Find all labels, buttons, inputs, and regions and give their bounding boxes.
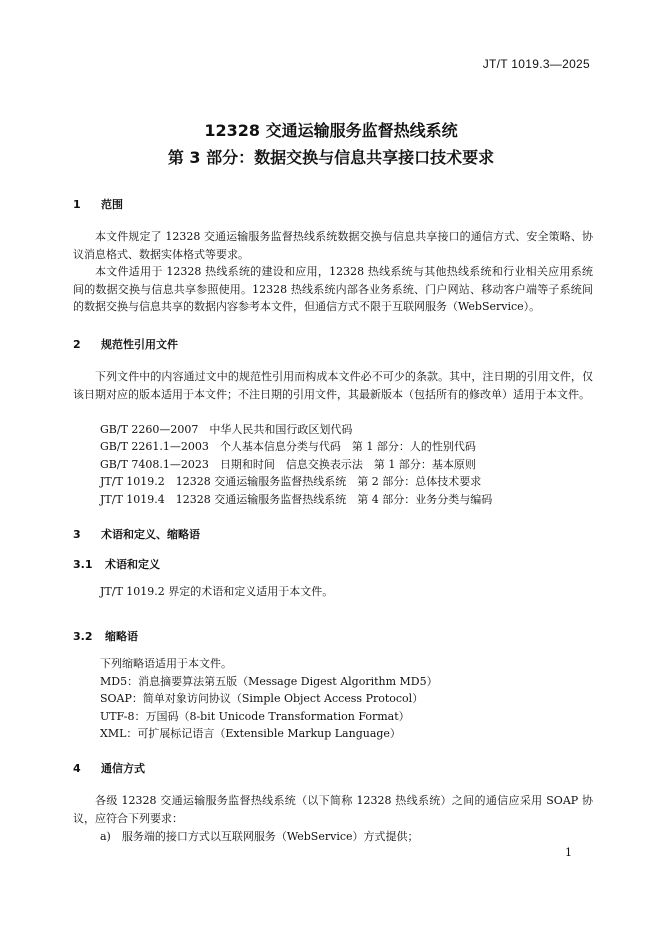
standard-code: JT/T 1019.3—2025	[482, 57, 590, 71]
section-2-heading	[73, 336, 178, 352]
section-3-2-intro: 下列缩略语适用于本文件。	[100, 657, 232, 670]
section-number: 1	[73, 198, 81, 211]
section-1-paragraph-1: 本文件规定了 12328 交通运输服务监督热线系统数据交换与信息共享接口的通信方式、安全策略、协议消息格式、数据实体格式等要求。	[73, 230, 593, 261]
section-3-1-heading	[73, 556, 160, 572]
section-title: 术语和定义	[105, 558, 160, 571]
section-number: 3.2	[73, 630, 93, 643]
section-title: 术语和定义、缩略语	[101, 528, 200, 541]
section-3-heading	[73, 526, 200, 542]
section-title: 规范性引用文件	[101, 338, 178, 351]
abbreviation-item: SOAP：简单对象访问协议（Simple Object Access Protocol）	[100, 692, 424, 705]
reference-item: GB/T 7408.1—2023 日期和时间 信息交换表示法 第 1 部分：基本原则	[100, 458, 476, 471]
page-number: 1	[565, 846, 572, 859]
section-title: 通信方式	[101, 762, 145, 775]
section-1-heading	[73, 196, 123, 212]
reference-item: JT/T 1019.4 12328 交通运输服务监督热线系统 第 4 部分：业务分类与编码	[100, 493, 493, 506]
section-2-paragraph-1: 下列文件中的内容通过文中的规范性引用而构成本文件必不可少的条款。其中，注日期的引用文件，仅该日期对应的版本适用于本文件；不注日期的引用文件，其最新版本（包括所有的修改单）适用于本文件。	[73, 370, 593, 401]
section-title: 缩略语	[105, 630, 138, 643]
abbreviation-item: XML：可扩展标记语言（Extensible Markup Language）	[100, 727, 401, 740]
section-3-2-heading	[73, 628, 138, 644]
section-3-1-paragraph: JT/T 1019.2 界定的术语和定义适用于本文件。	[100, 585, 334, 598]
reference-item: GB/T 2261.1—2003 个人基本信息分类与代码 第 1 部分：人的性别代码	[100, 440, 476, 453]
section-number: 3	[73, 528, 81, 541]
section-1-paragraph-2: 本文件适用于 12328 热线系统的建设和应用，12328 热线系统与其他热线系统和行业相关应用系统间的数据交换与信息共享参照使用。12328 热线系统内部各业务系统、门户网站、移动客户端等子系统间的数据交换与信息共享的数据内容参考本文件，但通信方式不限于互联网服务（WebService）。	[73, 265, 593, 313]
section-number: 2	[73, 338, 81, 351]
document-title-line1: 12328 交通运输服务监督热线系统	[204, 121, 458, 140]
list-item-a: a) 服务端的接口方式以互联网服务（WebService）方式提供；	[100, 830, 419, 843]
section-number: 4	[73, 762, 81, 775]
section-number: 3.1	[73, 558, 93, 571]
section-title: 范围	[101, 198, 123, 211]
section-4-paragraph-1: 各级 12328 交通运输服务监督热线系统（以下简称 12328 热线系统）之间的通信应采用 SOAP 协议，应符合下列要求：	[73, 794, 593, 825]
reference-item: GB/T 2260—2007 中华人民共和国行政区划代码	[100, 423, 353, 436]
abbreviation-item: MD5：消息摘要算法第五版（Message Digest Algorithm MD5）	[100, 675, 438, 688]
reference-item: JT/T 1019.2 12328 交通运输服务监督热线系统 第 2 部分：总体技术要求	[100, 475, 482, 488]
abbreviation-item: UTF-8：万国码（8-bit Unicode Transformation Format）	[100, 710, 410, 723]
section-4-heading	[73, 760, 145, 776]
document-title-line2: 第 3 部分：数据交换与信息共享接口技术要求	[167, 148, 495, 167]
